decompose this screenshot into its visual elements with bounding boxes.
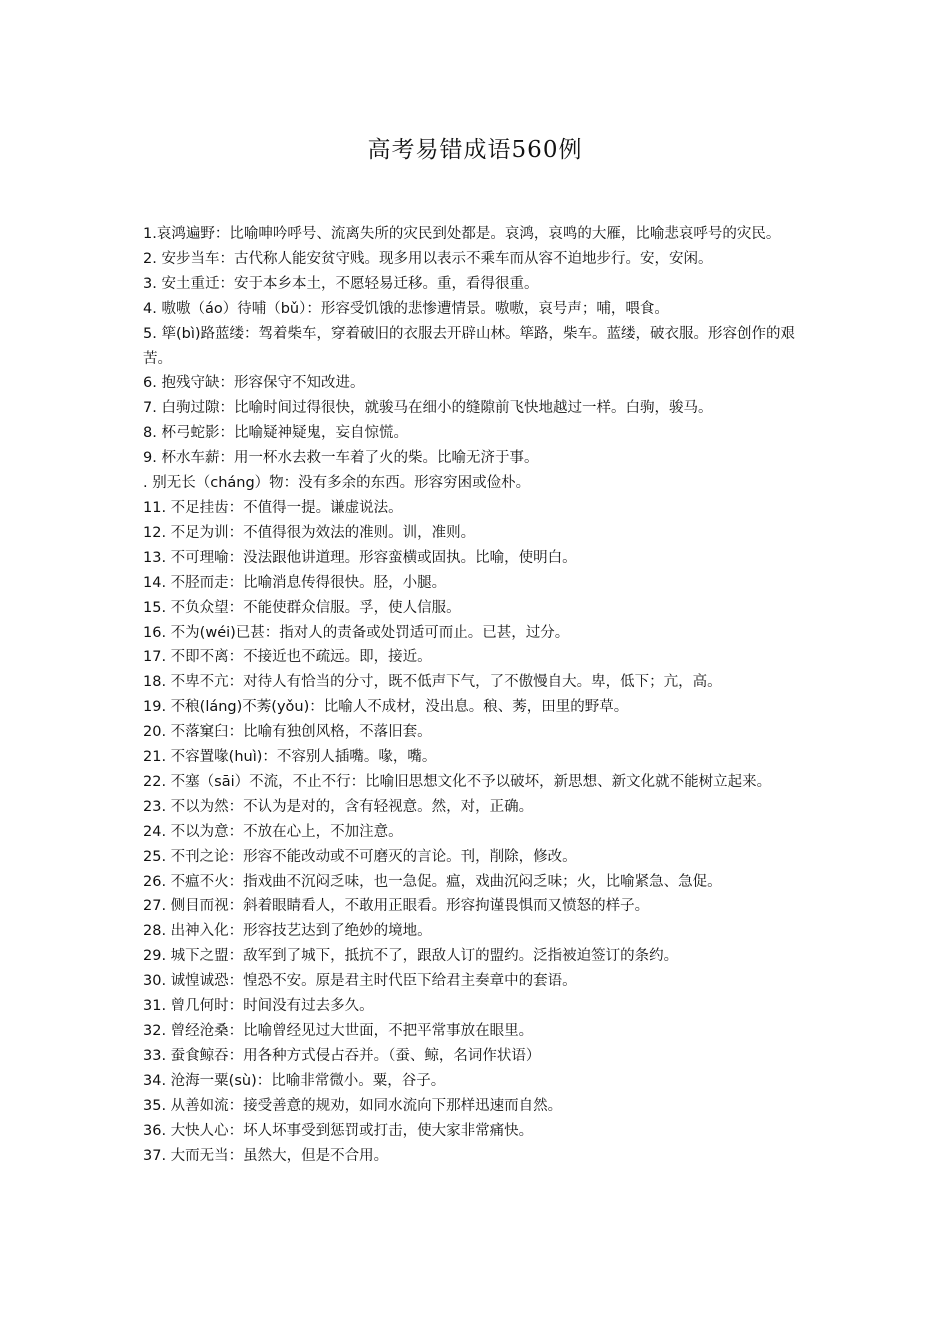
entry-text: 不刊之论：形容不能改动或不可磨灭的言论。刊，削除，修改。	[166, 848, 577, 865]
document-title: 高考易错成语560例	[367, 137, 583, 163]
idiom-entry	[143, 994, 819, 1019]
entry-text: 不为(wéi)已甚：指对人的责备或处罚适可而止。已甚，过分。	[166, 624, 570, 641]
idiom-entry	[143, 670, 819, 695]
entry-text: 出神入化：形容技艺达到了绝妙的境地。	[166, 923, 432, 940]
entry-text: 哀鸿遍野：比喻呻吟呼号、流离失所的灾民到处都是。哀鸿，哀鸣的大雁，比喻悲哀呼号的灾民。	[156, 226, 781, 242]
idiom-entry	[143, 944, 819, 969]
entry-text: 不瘟不火：指戏曲不沉闷乏味，也一急促。瘟，戏曲沉闷乏味；火，比喻紧急、急促。	[166, 873, 722, 890]
entry-number: 27.	[143, 898, 167, 915]
entry-number: 9.	[143, 450, 157, 467]
entry-text: 沧海一粟(sù)：比喻非常微小。粟，谷子。	[166, 1072, 446, 1089]
entry-number: 28.	[143, 923, 167, 940]
entry-number: 6.	[143, 375, 157, 392]
idiom-entry	[143, 1069, 819, 1094]
entry-text: 别无长（cháng）物：没有多余的东西。形容穷困或俭朴。	[147, 475, 531, 492]
entry-number: 25.	[143, 848, 167, 865]
idiom-entry	[143, 695, 819, 720]
idiom-list	[143, 222, 819, 1168]
entry-number: 1.	[143, 226, 157, 242]
entry-number: 35.	[143, 1097, 167, 1114]
entry-number: 17.	[143, 649, 167, 666]
entry-text: 不稂(láng)不莠(yǒu)：比喻人不成材，没出息。稂、莠，田里的野草。	[166, 699, 629, 716]
entry-number: 29.	[143, 948, 167, 965]
entry-text: 大快人心：坏人坏事受到惩罚或打击，使大家非常痛快。	[166, 1122, 534, 1139]
entry-text: 大而无当：虽然大，但是不合用。	[166, 1147, 389, 1164]
idiom-entry	[143, 870, 819, 895]
entry-text: 不胫而走：比喻消息传得很快。胫，小腿。	[166, 574, 447, 591]
entry-number: 24.	[143, 823, 167, 840]
entry-number: 8.	[143, 425, 157, 442]
entry-number: 22.	[143, 773, 167, 790]
entry-number: 14.	[143, 574, 167, 591]
idiom-entry	[143, 770, 819, 795]
entry-number: 18.	[143, 674, 167, 691]
idiom-entry	[143, 222, 819, 247]
entry-text: 嗷嗷（áo）待哺（bǔ）：形容受饥饿的悲惨遭情景。嗷嗷，哀号声；哺，喂食。	[156, 300, 669, 317]
idiom-entry	[143, 446, 819, 471]
entry-number: 3.	[143, 275, 157, 292]
idiom-entry	[143, 720, 819, 745]
entry-text: 曾经沧桑：比喻曾经见过大世面，不把平常事放在眼里。	[166, 1023, 534, 1039]
idiom-entry	[143, 297, 819, 322]
idiom-entry	[143, 546, 819, 571]
entry-text: 不负众望：不能使群众信服。孚，使人信服。	[166, 599, 461, 616]
idiom-entry	[143, 272, 819, 297]
entry-text: 不以为意：不放在心上，不加注意。	[166, 823, 403, 840]
idiom-entry	[143, 919, 819, 944]
entry-text: 筚(bì)路蓝缕：驾着柴车，穿着破旧的衣服去开辟山林。筚路，柴车。蓝缕，破衣服。形容创作的艰苦。	[143, 325, 795, 367]
entry-text: 不足为训：不值得很为效法的准则。训，准则。	[166, 524, 476, 541]
entry-text: 诚惶诚恐：惶恐不安。原是君主时代臣下给君主奏章中的套语。	[166, 973, 577, 990]
entry-text: 抱残守缺：形容保守不知改进。	[156, 375, 365, 392]
entry-number: 19.	[143, 699, 167, 716]
entry-number: 11.	[143, 499, 167, 516]
entry-number: 4.	[143, 300, 157, 317]
entry-number: 12.	[143, 524, 167, 541]
entry-text: 曾几何时：时间没有过去多久。	[166, 998, 374, 1015]
entry-text: 安步当车：古代称人能安贫守贱。现多用以表示不乘车而从容不迫地步行。安，安闲。	[156, 250, 713, 267]
idiom-entry	[143, 1019, 819, 1044]
idiom-entry	[143, 596, 819, 621]
entry-text: 不即不离：不接近也不疏远。即，接近。	[166, 649, 432, 666]
entry-text: 从善如流：接受善意的规劝，如同水流向下那样迅速而自然。	[166, 1097, 563, 1114]
idiom-entry	[143, 571, 819, 596]
entry-text: 杯弓蛇影：比喻疑神疑鬼，妄自惊慌。	[156, 425, 408, 442]
entry-number: 36.	[143, 1122, 167, 1139]
entry-number: 21.	[143, 749, 167, 766]
idiom-entry	[143, 795, 819, 820]
entry-number: 5.	[143, 325, 157, 342]
entry-number: 23.	[143, 798, 167, 815]
entry-text: 杯水车薪：用一杯水去救一车着了火的柴。比喻无济于事。	[156, 450, 539, 467]
entry-number: 16.	[143, 624, 167, 641]
idiom-entry	[143, 396, 819, 421]
idiom-entry	[143, 969, 819, 994]
entry-number: 31.	[143, 998, 167, 1015]
entry-number: 2.	[143, 250, 157, 267]
entry-number: 26.	[143, 873, 167, 890]
entry-text: 不落窠臼：比喻有独创风格，不落旧套。	[166, 724, 432, 741]
entry-text: 安土重迁：安于本乡本土，不愿轻易迁移。重，看得很重。	[156, 275, 539, 292]
idiom-entry	[143, 371, 819, 396]
idiom-entry	[143, 745, 819, 770]
idiom-entry	[143, 645, 819, 670]
idiom-entry	[143, 521, 819, 546]
idiom-entry	[143, 1094, 819, 1119]
entry-number: 37.	[143, 1147, 167, 1164]
idiom-entry	[143, 496, 819, 521]
entry-text: 不足挂齿：不值得一提。谦虚说法。	[166, 499, 403, 516]
entry-number: 33.	[143, 1047, 167, 1064]
entry-text: 不以为然：不认为是对的，含有轻视意。然，对，正确。	[166, 798, 534, 815]
entry-number: 13.	[143, 549, 167, 566]
entry-number: 34.	[143, 1072, 167, 1089]
idiom-entry	[143, 820, 819, 845]
entry-number: 32.	[143, 1023, 167, 1039]
idiom-entry	[143, 1044, 819, 1069]
entry-number: 7.	[143, 400, 157, 417]
entry-text: 白驹过隙：比喻时间过得很快，就骏马在细小的缝隙前飞快地越过一样。白驹，骏马。	[156, 400, 713, 417]
entry-text: 不容置喙(huì)：不容别人插嘴。喙，嘴。	[166, 749, 437, 766]
idiom-entry	[143, 421, 819, 446]
entry-number: 30.	[143, 973, 167, 990]
idiom-entry	[143, 471, 819, 496]
entry-text: 侧目而视：斜着眼睛看人，不敢用正眼看。形容拘谨畏惧而又愤怒的样子。	[166, 898, 650, 915]
idiom-entry	[143, 845, 819, 870]
idiom-entry	[143, 247, 819, 272]
entry-number: 20.	[143, 724, 167, 741]
entry-number: 15.	[143, 599, 167, 616]
entry-text: 不塞（sāi）不流，不止不行：比喻旧思想文化不予以破坏，新思想、新文化就不能树立起来。	[166, 773, 772, 790]
idiom-entry	[143, 322, 819, 372]
idiom-entry	[143, 621, 819, 646]
entry-text: 不可理喻：没法跟他讲道理。形容蛮横或固执。比喻，使明白。	[166, 549, 577, 566]
entry-text: 蚕食鲸吞：用各种方式侵占吞并。（蚕、鲸，名词作状语）	[166, 1047, 541, 1064]
idiom-entry	[143, 1144, 819, 1169]
entry-number: .	[143, 475, 148, 492]
idiom-entry	[143, 1119, 819, 1144]
entry-text: 城下之盟：敌军到了城下，抵抗不了，跟敌人订的盟约。泛指被迫签订的条约。	[166, 948, 679, 965]
idiom-entry	[143, 894, 819, 919]
entry-text: 不卑不亢：对待人有恰当的分寸，既不低声下气，了不傲慢自大。卑，低下；亢，高。	[166, 674, 722, 691]
